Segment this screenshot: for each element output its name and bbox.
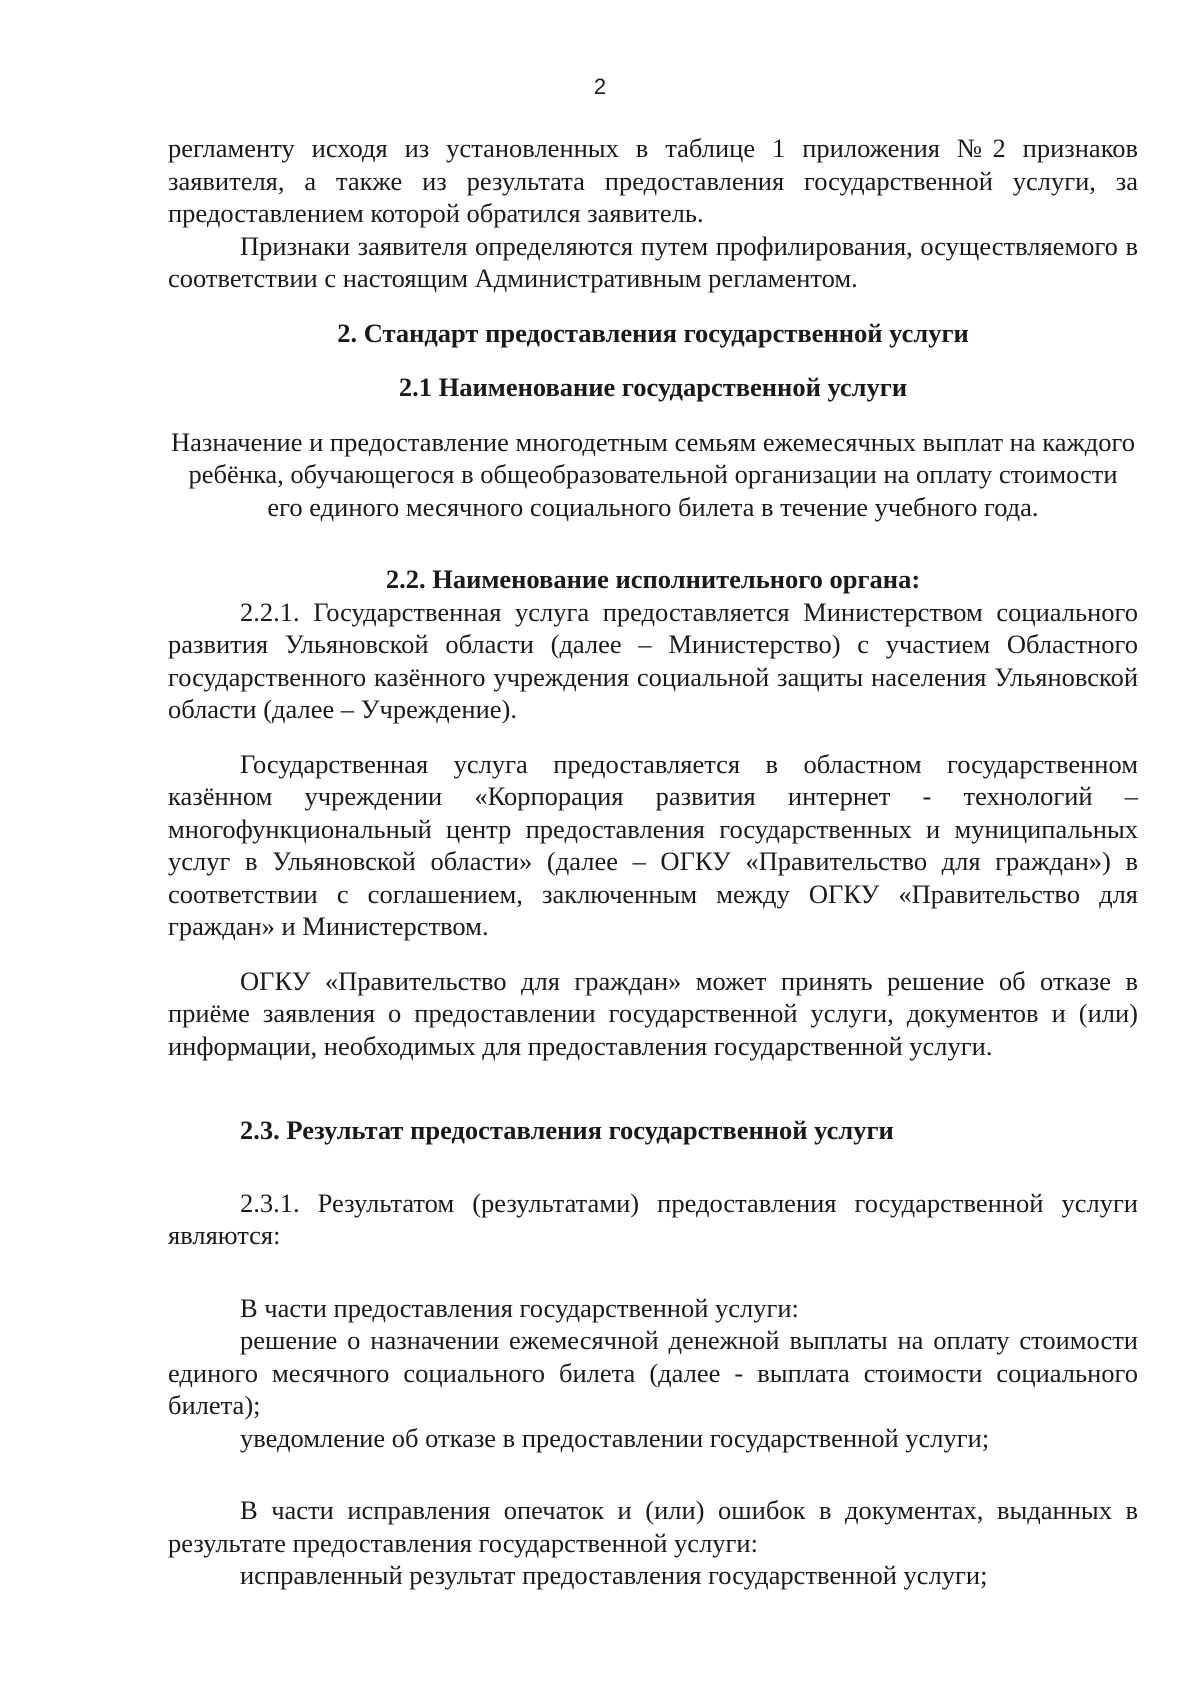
section-2-3-title: 2.3. Результат предоставления государственной услуги — [240, 1115, 894, 1145]
section-2-2-title: 2.2. Наименование исполнительного органа: — [385, 564, 921, 594]
page-number: 2 — [593, 74, 607, 99]
intro-paragraph-2: Признаки заявителя определяются путем профилирования, осуществляемого в соответствии с настоящим Административным регламентом. — [168, 230, 1138, 293]
section-2-2-paragraph-1: 2.2.1. Государственная услуга предоставляется Министерством социального развития Ульяновской области (далее – Министерство) с участием Областного государственного казённого учреждения социальной защиты населения Ульяновской области (далее – Учреждение). — [168, 596, 1138, 724]
section-2-3-paragraph-5: В части исправления опечаток и (или) ошибок в документах, выданных в результате предоставления государственной услуги: — [168, 1495, 1138, 1558]
section-2-3-paragraph-2: В части предоставления государственной услуги: — [240, 1292, 799, 1323]
service-name: Назначение и предоставление многодетным семьям ежемесячных выплат на каждого ребёнка, обучающегося в общеобразовательной организации на оплату стоимости его единого месячного социального билета в течение учебного года. — [171, 426, 1135, 522]
document-body — [168, 132, 1138, 1592]
section-2-1-title: 2.1 Наименование государственной услуги — [398, 372, 908, 402]
section-2-2-paragraph-2: Государственная услуга предоставляется в областном государственном казённом учреждении «Корпорация развития интернет - технологий – многофункциональный центр предоставления государственных и муниципальных услуг в Ульяновской области» (далее – ОГКУ «Правительство для граждан») в соответствии с соглашением, заключенным между ОГКУ «Правительство для граждан» и Министерством. — [168, 748, 1138, 941]
section-2-2-paragraph-3: ОГКУ «Правительство для граждан» может принять решение об отказе в приёме заявления о предоставлении государственной услуги, документов и (или) информации, необходимых для предоставления государственной услуги. — [168, 965, 1138, 1061]
intro-paragraph-1: регламенту исходя из установленных в таблице 1 приложения №2 признаков заявителя, а также из результата предоставления государственной услуги, за предоставлением которой обратился заявитель. — [168, 133, 1138, 228]
section-2-3-paragraph-3: решение о назначении ежемесячной денежной выплаты на оплату стоимости единого месячного социального билета (далее - выплата стоимости социального билета); — [168, 1325, 1138, 1420]
section-2-3-paragraph-1: 2.3.1. Результатом (результатами) предоставления государственной услуги являются: — [168, 1187, 1138, 1250]
section-2-3-paragraph-4: уведомление об отказе в предоставлении государственной услуги; — [240, 1422, 990, 1453]
section-2-3-paragraph-6: исправленный результат предоставления государственной услуги; — [240, 1560, 988, 1590]
section-2-title: 2. Стандарт предоставления государственной услуги — [337, 317, 969, 348]
